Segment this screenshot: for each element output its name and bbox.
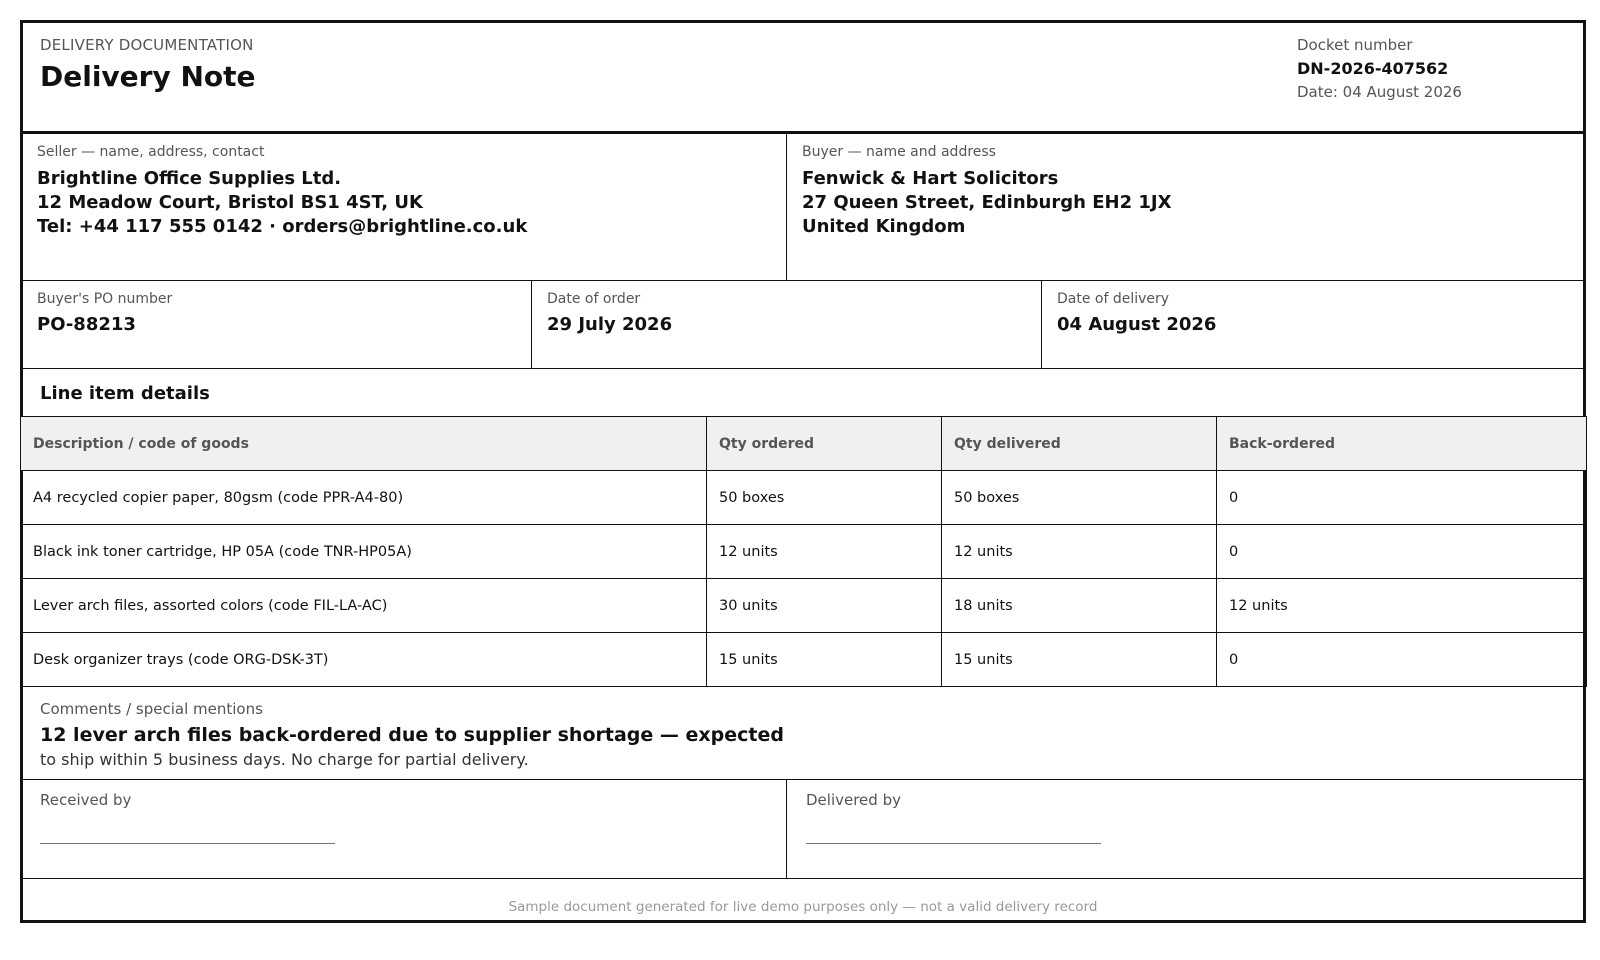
column-header-qty-ordered: Qty ordered: [707, 417, 942, 471]
item-description: Black ink toner cartridge, HP 05A (code TNR-HP05A): [21, 525, 707, 579]
item-qty-ordered: 30 units: [707, 579, 942, 633]
item-qty-ordered: 50 boxes: [707, 471, 942, 525]
order-date-field: [532, 281, 1042, 368]
delivery-date-field: [1042, 281, 1583, 368]
seller-contact: Tel: +44 117 555 0142 · orders@brightline.co.uk: [37, 216, 528, 237]
seller-name: Brightline Office Supplies Ltd.: [37, 168, 342, 189]
parties-section: [23, 134, 1583, 281]
footer-disclaimer: Sample document generated for live demo purposes only — not a valid delivery record: [508, 899, 1098, 915]
signatures-section: [23, 780, 1583, 879]
item-qty-delivered: 12 units: [942, 525, 1217, 579]
buyer-label: Buyer — name and address: [802, 144, 996, 160]
delivery-note-document: [20, 20, 1586, 923]
item-qty-delivered: 15 units: [942, 633, 1217, 687]
order-date-value: 29 July 2026: [547, 314, 673, 335]
po-number-field: [23, 281, 532, 368]
docket-number-label: Docket number: [1297, 36, 1413, 54]
table-row: [21, 471, 1587, 525]
item-qty-ordered: 12 units: [707, 525, 942, 579]
seller-block: [23, 134, 787, 280]
item-back-ordered: 12 units: [1217, 579, 1587, 633]
item-description: Lever arch files, assorted colors (code FIL-LA-AC): [21, 579, 707, 633]
delivery-date-label: Date of delivery: [1057, 291, 1170, 307]
po-number-label: Buyer's PO number: [37, 291, 173, 307]
page-title: Delivery Note: [40, 60, 256, 93]
item-description: Desk organizer trays (code ORG-DSK-3T): [21, 633, 707, 687]
seller-label: Seller — name, address, contact: [37, 144, 265, 160]
buyer-block: [787, 134, 1583, 280]
table-row: [21, 525, 1587, 579]
item-back-ordered: 0: [1217, 525, 1587, 579]
column-header-description: Description / code of goods: [21, 417, 707, 471]
order-references: [23, 281, 1583, 369]
item-qty-delivered: 50 boxes: [942, 471, 1217, 525]
received-by-signature-line: [40, 843, 335, 844]
docket-number-value: DN-2026-407562: [1297, 59, 1449, 78]
delivery-date-value: 04 August 2026: [1057, 314, 1217, 335]
buyer-country: United Kingdom: [802, 216, 966, 237]
document-date: Date: 04 August 2026: [1297, 83, 1462, 101]
table-row: [21, 579, 1587, 633]
item-back-ordered: 0: [1217, 633, 1587, 687]
delivered-by-label: Delivered by: [806, 791, 901, 809]
comment-sub-text: to ship within 5 business days. No charge for partial delivery.: [40, 750, 529, 769]
seller-address: 12 Meadow Court, Bristol BS1 4ST, UK: [37, 192, 423, 213]
buyer-name: Fenwick & Hart Solicitors: [802, 168, 1059, 189]
comments-section: [23, 691, 1583, 780]
buyer-address: 27 Queen Street, Edinburgh EH2 1JX: [802, 192, 1172, 213]
item-qty-ordered: 15 units: [707, 633, 942, 687]
item-qty-delivered: 18 units: [942, 579, 1217, 633]
table-header-row: [21, 417, 1587, 471]
table-row: [21, 633, 1587, 687]
received-by-label: Received by: [40, 791, 132, 809]
received-by-block: [23, 780, 787, 878]
line-items-title: Line item details: [40, 383, 210, 404]
comments-label: Comments / special mentions: [40, 700, 263, 718]
column-header-qty-delivered: Qty delivered: [942, 417, 1217, 471]
delivered-by-block: [787, 780, 1583, 878]
document-category: DELIVERY DOCUMENTATION: [40, 36, 254, 54]
order-date-label: Date of order: [547, 291, 641, 307]
seller-details: [37, 167, 527, 239]
comment-main-text: 12 lever arch files back-ordered due to supplier shortage — expected: [40, 724, 784, 746]
po-number-value: PO-88213: [37, 314, 136, 335]
buyer-details: [802, 167, 1171, 239]
delivered-by-signature-line: [806, 843, 1101, 844]
line-items-table: [20, 416, 1587, 687]
column-header-back-ordered: Back-ordered: [1217, 417, 1587, 471]
document-header: [23, 23, 1583, 134]
item-description: A4 recycled copier paper, 80gsm (code PPR-A4-80): [21, 471, 707, 525]
item-back-ordered: 0: [1217, 471, 1587, 525]
